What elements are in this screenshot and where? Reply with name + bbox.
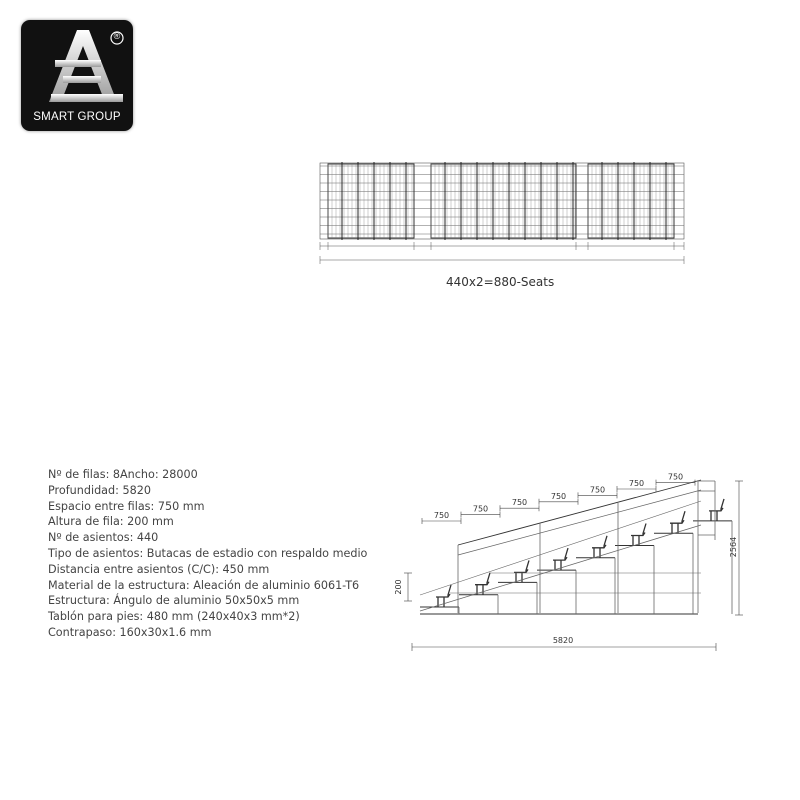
row-spacing-label: 750 [433, 511, 450, 520]
handrail [458, 480, 701, 545]
spec-item: Espacio entre filas: 750 mm [48, 499, 205, 513]
spec-item: Nº de asientos: 440 [48, 531, 159, 545]
plan-seat-block [431, 164, 576, 238]
handrail-mid [458, 490, 701, 555]
spec-list [48, 467, 367, 641]
row-spacing-label: 750 [472, 504, 489, 514]
spec-item: Contrapaso: 160x30x1.6 mm [48, 625, 212, 639]
row-spacing-label: 750 [589, 485, 606, 495]
spec-item: Tipo de asientos: Butacas de estadio con respaldo medio [48, 546, 368, 560]
plan-seat-block [588, 164, 674, 238]
plan-view-drawing [316, 158, 688, 268]
spec-item: Tablón para pies: 480 mm (240x40x3 mm*2) [48, 610, 300, 624]
row-spacing-label: 750 [667, 472, 684, 482]
row-spacing-label: 750 [550, 491, 567, 501]
spec-item: Material de la estructura: Aleación de aluminio 6061-T6 [48, 578, 360, 592]
brand-name: SMART GROUP [33, 111, 121, 123]
frame-diagonal [420, 525, 701, 611]
spec-item: Distancia entre asientos (C/C): 450 mm [48, 562, 270, 576]
stadium-seat [709, 499, 724, 521]
spec-item: Estructura: Ángulo de aluminio 50x50x5 mm [48, 594, 300, 608]
height-label: 2564 [729, 536, 738, 558]
stadium-seat [670, 511, 685, 533]
spec-item: Profundidad: 5820 [48, 483, 151, 497]
section-view-drawing [390, 445, 750, 655]
brand-logo [21, 20, 133, 131]
registered-mark: ® [113, 31, 121, 41]
row-spacing-label: 750 [628, 479, 645, 488]
seats-caption: 440x2=880-Seats [446, 275, 555, 289]
stadium-seat [514, 560, 529, 582]
depth-label: 5820 [552, 636, 574, 645]
riser-height-label: 200 [394, 579, 403, 595]
spec-item: Altura de fila: 200 mm [48, 515, 174, 529]
frame-diagonal [420, 501, 701, 595]
spec-item: Nº de filas: 8Ancho: 28000 [48, 468, 198, 481]
row-spacing-label: 750 [511, 498, 528, 508]
plan-seat-block [328, 164, 414, 238]
